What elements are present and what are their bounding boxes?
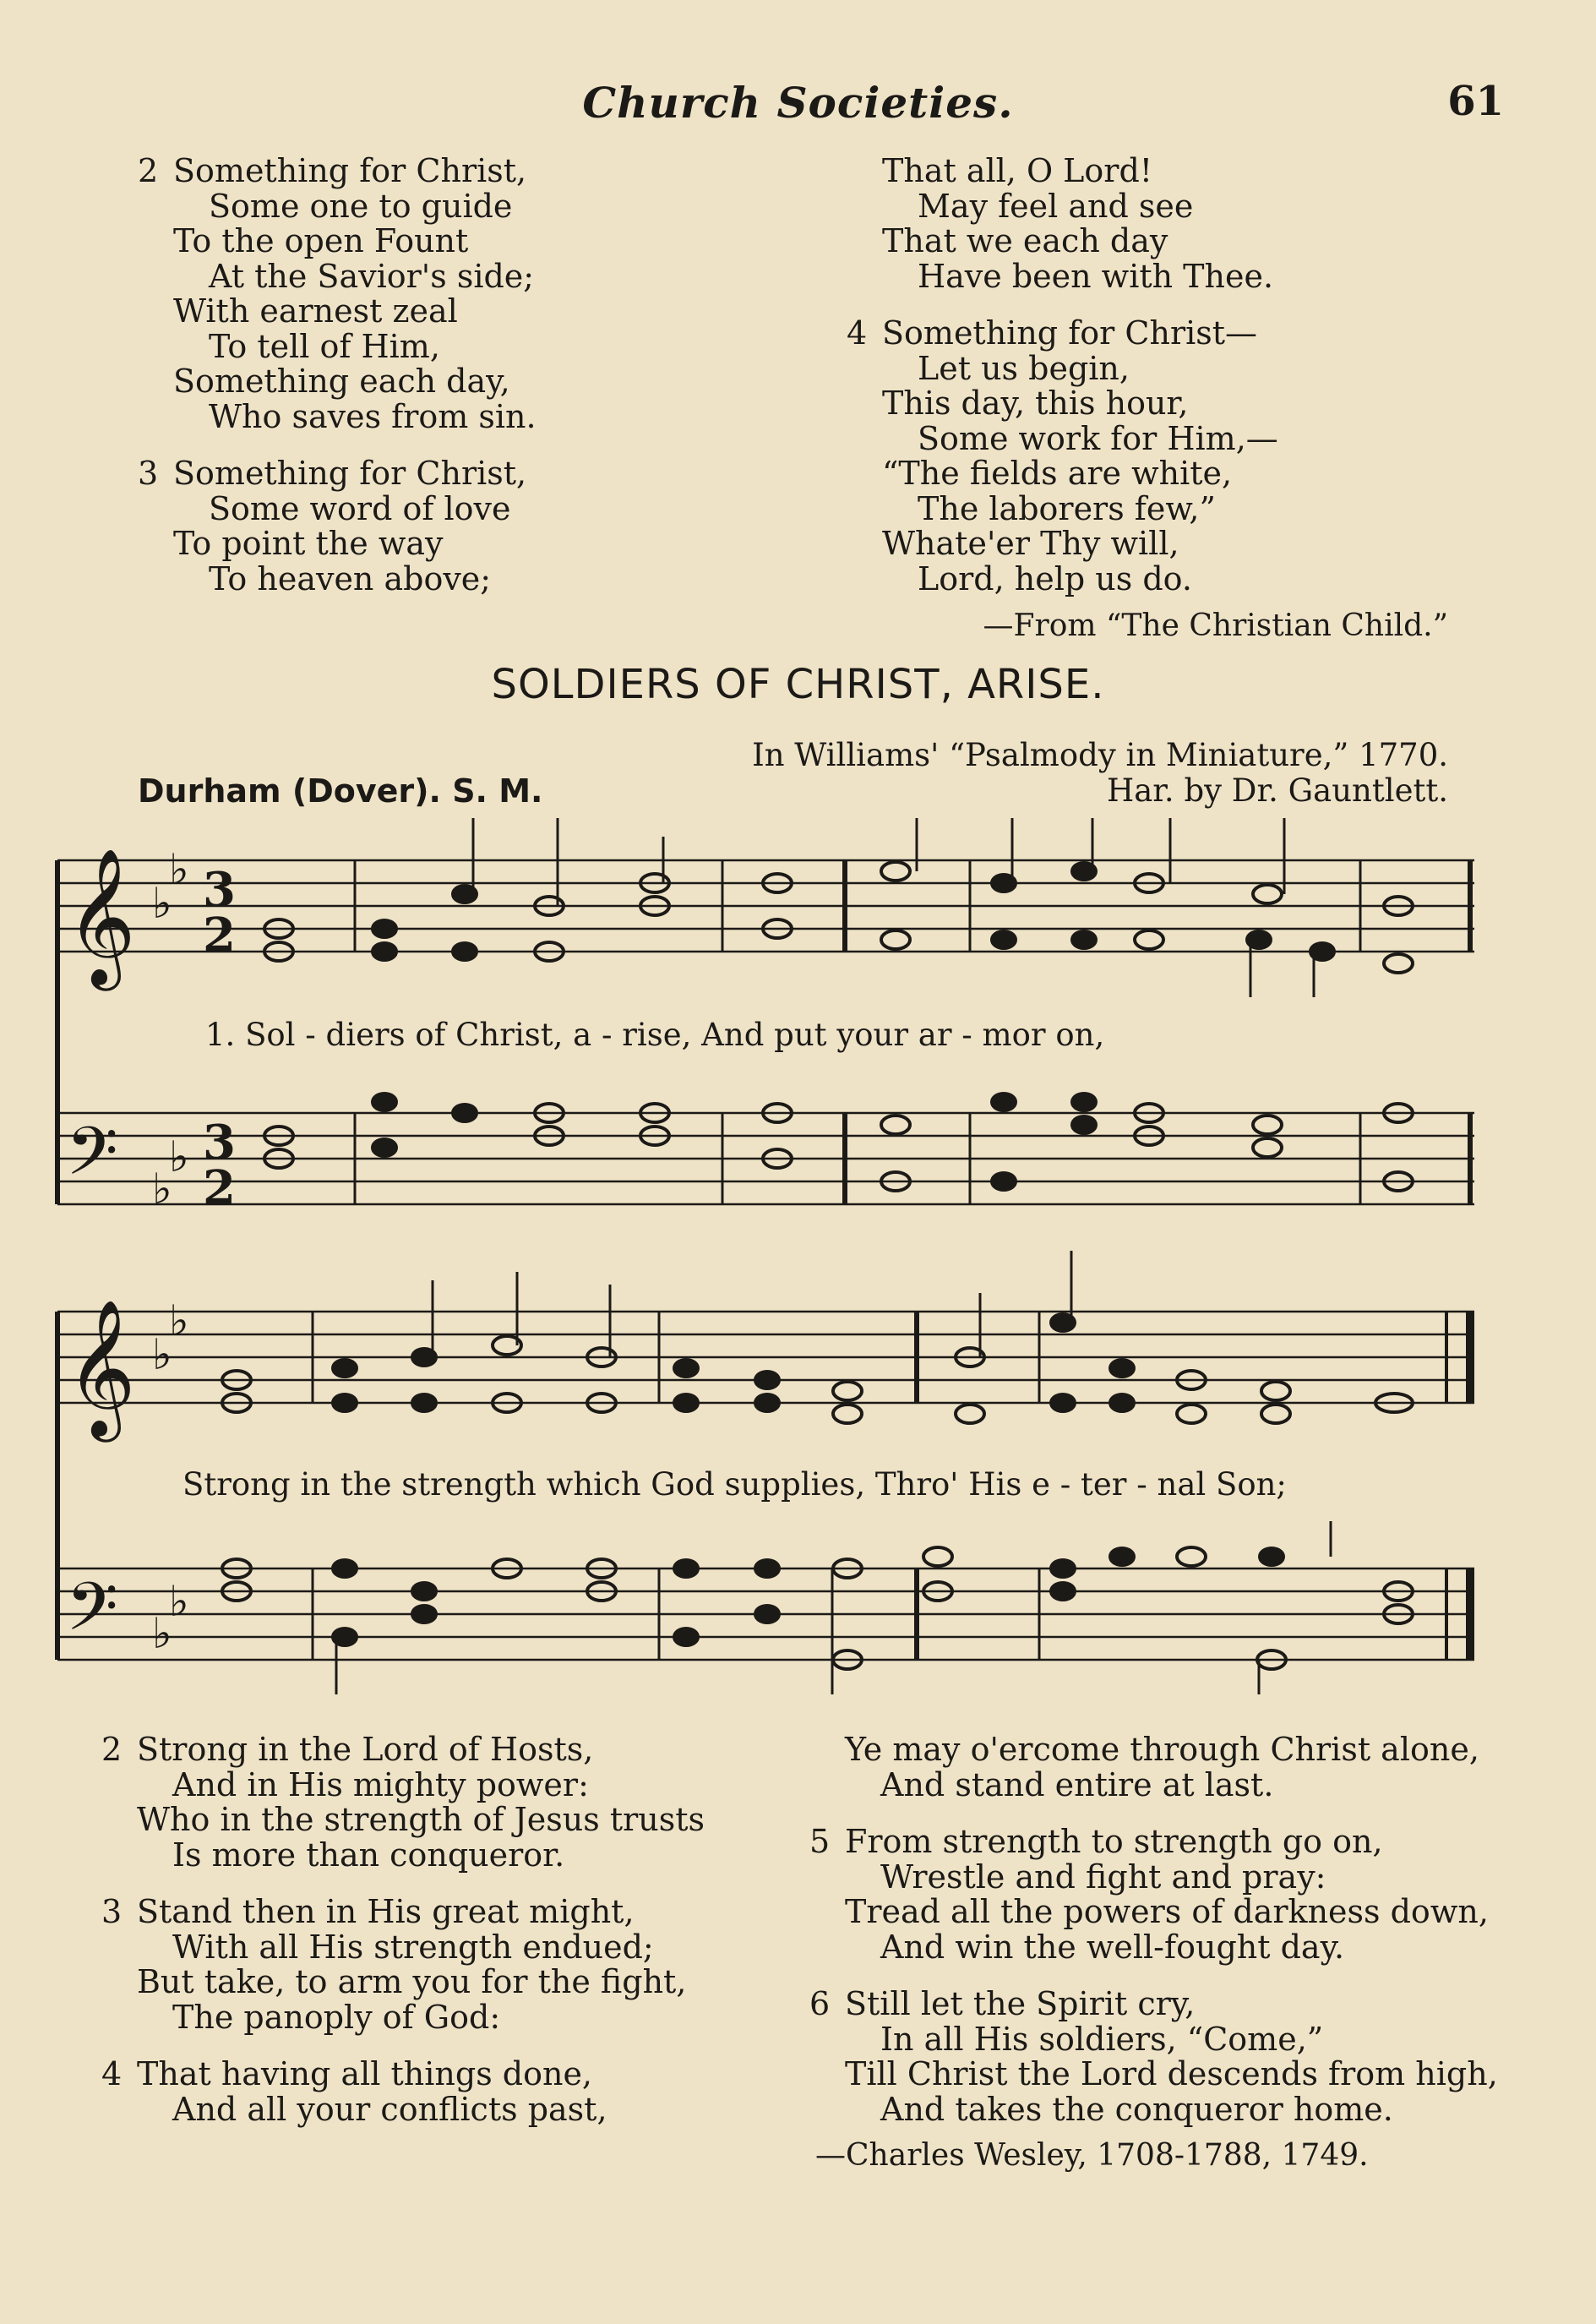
hymn-verse-3: 3 Stand then in His great might, With all His strength endued; But take, to arm you for the fight, The panoply of God: [101, 1893, 687, 2036]
hymn-title: SOLDIERS OF CHRIST, ARISE. [491, 661, 1105, 708]
hymn-verse-5: 5 From strength to strength go on, Wrestle and fight and pray: Tread all the powers of darkness down, And win the well-fought day. [809, 1823, 1489, 1966]
treble-clef-icon: 𝄞 [66, 848, 136, 985]
hymn-verse-4: 4 That having all things done, And all your conflicts past, [101, 2055, 607, 2128]
hymn-attribution: —Charles Wesley, 1708-1788, 1749. [815, 2138, 1369, 2173]
time-signature-icon: 3 [203, 1115, 236, 1170]
system-1-bass-notes [264, 1094, 1413, 1191]
flat-icon: ♭ [169, 1577, 189, 1626]
flat-icon: ♭ [152, 1609, 172, 1658]
hymn-verses-left [101, 1732, 705, 2127]
prev-hymn-attribution: —From “The Christian Child.” [983, 608, 1448, 643]
system-1-notes [264, 862, 1413, 973]
lyric-line-2: Strong in the strength which God supplies, Thro' His e - ter - nal Son; [182, 1466, 1287, 1503]
treble-clef-icon: 𝄞 [66, 1299, 136, 1437]
hymn-verses-right [809, 1732, 1498, 2127]
time-signature-icon: 2 [203, 1160, 236, 1216]
running-header: Church Societies. [582, 78, 1014, 128]
barlines [57, 860, 1470, 1660]
verse-4: 4 Something for Christ— Let us begin, This day, this hour, Some work for Him,— “The fields are white, The laborers few,” Whate'er Thy will, Lord, help us do. [847, 314, 1278, 597]
hymn-verse-4-continued: Ye may o'ercome through Christ alone, And stand entire at last. [845, 1731, 1479, 1803]
time-signature-icon: 2 [203, 908, 236, 963]
flat-icon: ♭ [169, 1296, 189, 1345]
system-2-stems [433, 1251, 1071, 1357]
page-number: 61 [1447, 78, 1504, 125]
system-1-stems [473, 818, 1314, 997]
system-2-notes [222, 1314, 1413, 1423]
flat-icon: ♭ [169, 845, 189, 894]
system-2-bass-stems [336, 1521, 1331, 1694]
system-2-bass-notes [222, 1547, 1413, 1669]
bass-clef-icon: 𝄢 [66, 1568, 118, 1662]
harmonization-credit: Har. by Dr. Gauntlett. [1106, 772, 1448, 809]
lyric-line-1: 1. Sol - diers of Christ, a - rise, And put your ar - mor on, [205, 1017, 1105, 1053]
flat-icon: ♭ [152, 1165, 172, 1214]
verse-3: 3 Something for Christ, Some word of love To point the way To heaven above; [138, 455, 527, 597]
tune-name: Durham (Dover). S. M. [138, 772, 543, 810]
hymn-source: In Williams' “Psalmody in Miniature,” 1770. [752, 737, 1448, 773]
hymn-verse-6: 6 Still let the Spirit cry, In all His soldiers, “Come,” Till Christ the Lord descends from high, And takes the conqueror home. [809, 1985, 1498, 2128]
hymn-verse-2: 2 Strong in the Lord of Hosts, And in His mighty power: Who in the strength of Jesus trusts Is more than conqueror. [101, 1731, 705, 1874]
verse-3-continued: That all, O Lord! May feel and see That we each day Have been with Thee. [882, 152, 1274, 295]
flat-icon: ♭ [152, 1330, 172, 1379]
time-signature-icon: 3 [203, 862, 236, 918]
flat-icon: ♭ [169, 1132, 189, 1181]
bass-clef-icon: 𝄢 [66, 1112, 118, 1207]
verse-2: 2 Something for Christ, Some one to guide To the open Fount At the Savior's side; With earnest zeal To tell of Him, Something each day, Who saves from sin. [138, 152, 537, 435]
flat-icon: ♭ [152, 879, 172, 928]
